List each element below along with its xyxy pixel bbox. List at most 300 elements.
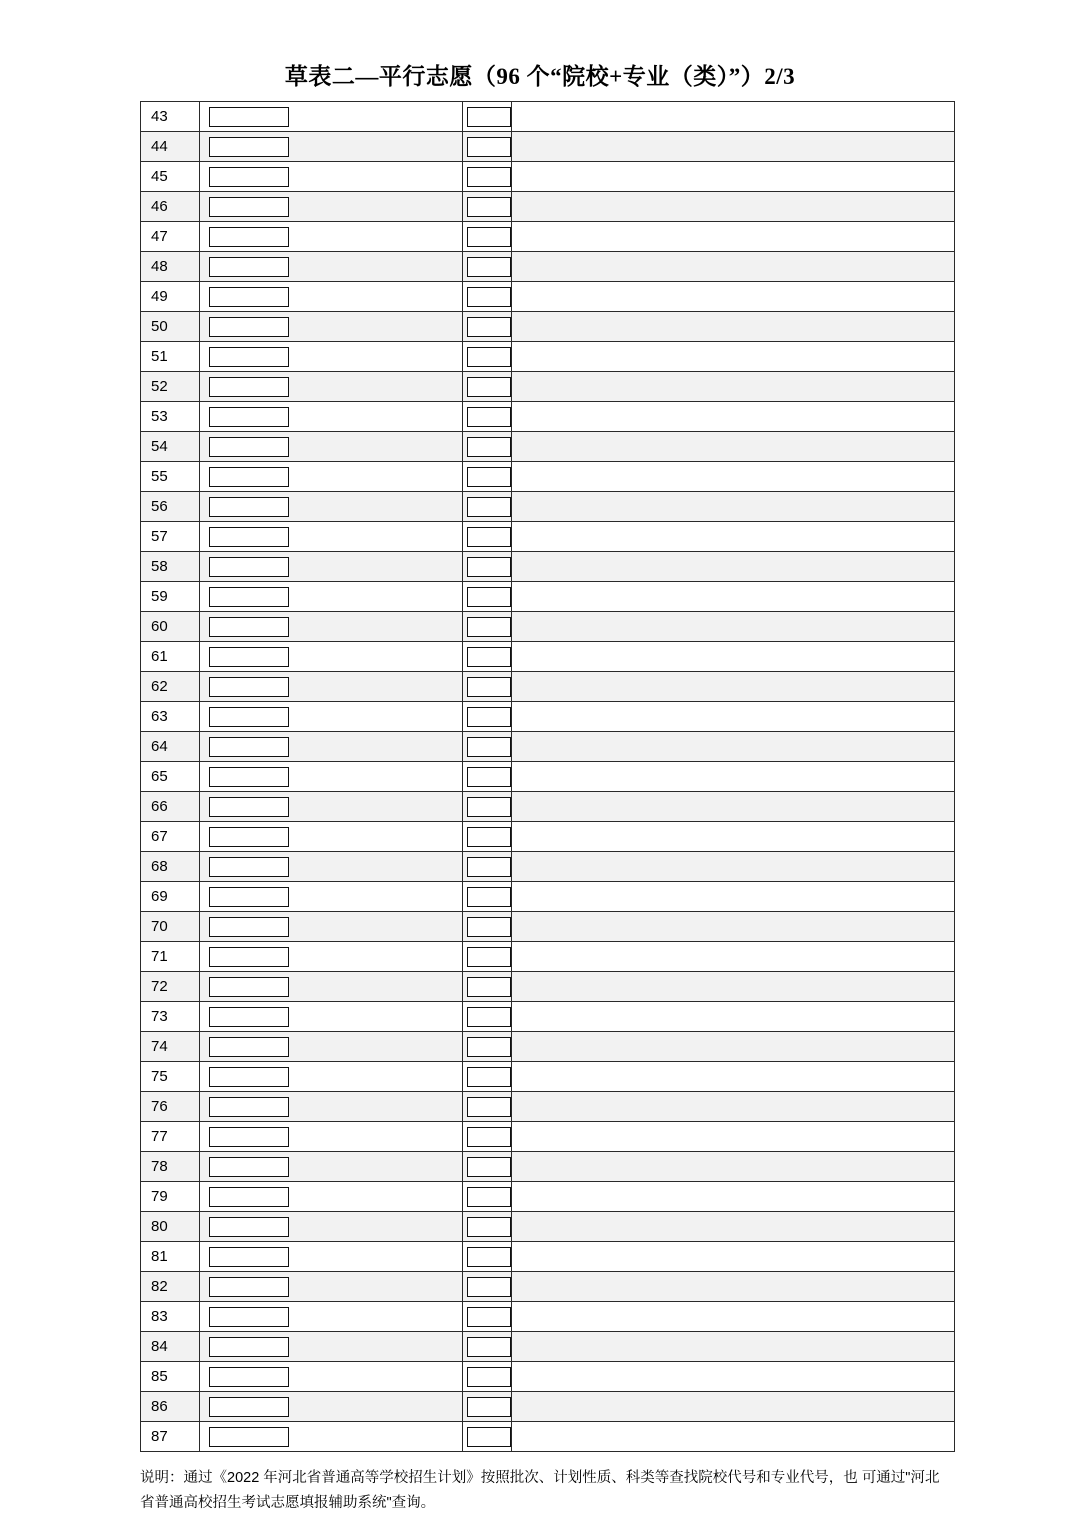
school-code-input[interactable] [209,827,289,847]
major-code-input[interactable] [467,1217,511,1237]
major-code-cell[interactable] [463,762,512,792]
table-row [141,102,955,132]
major-name-cell[interactable] [512,372,955,402]
school-code-cell[interactable] [200,1032,463,1062]
major-code-input[interactable] [467,1157,511,1177]
table-row [141,492,955,522]
school-code-cell[interactable] [200,612,463,642]
major-code-input[interactable] [467,1277,511,1297]
school-code-cell[interactable] [200,702,463,732]
school-code-cell[interactable] [200,492,463,522]
school-code-cell[interactable] [200,102,463,132]
major-code-input[interactable] [467,1187,511,1207]
table-row [141,912,955,942]
table-row [141,702,955,732]
table-row [141,732,955,762]
school-code-cell[interactable] [200,1092,463,1122]
major-code-cell[interactable] [463,852,512,882]
row-number: 54 [141,432,200,462]
major-code-cell[interactable] [463,822,512,852]
school-code-cell[interactable] [200,192,463,222]
table-row [141,1362,955,1392]
school-code-cell[interactable] [200,852,463,882]
row-number: 76 [141,1092,200,1122]
school-code-input[interactable] [209,347,289,367]
table-row [141,192,955,222]
row-number: 53 [141,402,200,432]
major-name-cell[interactable] [512,192,955,222]
school-code-input[interactable] [209,647,289,667]
table-row [141,1212,955,1242]
major-code-input[interactable] [467,287,511,307]
major-code-input[interactable] [467,1307,511,1327]
row-number: 55 [141,462,200,492]
major-code-cell[interactable] [463,552,512,582]
table-row [141,162,955,192]
school-code-input[interactable] [209,737,289,757]
note-line-2: 可通过"河北省普通高校招生考试志愿填报辅助系统"查询。 [140,1470,940,1512]
row-number: 73 [141,1002,200,1032]
major-name-cell[interactable] [512,252,955,282]
major-name-cell[interactable] [512,1362,955,1392]
table-row [141,432,955,462]
major-code-input[interactable] [467,1037,511,1057]
major-code-input[interactable] [467,167,511,187]
school-code-cell[interactable] [200,1272,463,1302]
row-number: 47 [141,222,200,252]
school-code-input[interactable] [209,437,289,457]
school-code-cell[interactable] [200,222,463,252]
table-row [141,822,955,852]
major-code-cell[interactable] [463,1422,512,1452]
row-number: 61 [141,642,200,672]
note-line-1: 说明：通过《2022 年河北省普通高等学校招生计划》按照批次、计划性质、科类等查找院校代号和专业代号，也 [140,1470,858,1486]
major-code-cell[interactable] [463,282,512,312]
school-code-cell[interactable] [200,1392,463,1422]
school-code-cell[interactable] [200,1182,463,1212]
row-number: 44 [141,132,200,162]
school-code-input[interactable] [209,467,289,487]
table-row [141,1092,955,1122]
volunteer-form-table-wrapper [140,101,940,1452]
school-code-input[interactable] [209,1397,289,1417]
table-row [141,882,955,912]
table-row [141,1002,955,1032]
major-name-cell[interactable] [512,432,955,462]
school-code-input[interactable] [209,1307,289,1327]
major-code-input[interactable] [467,257,511,277]
major-code-input[interactable] [467,887,511,907]
major-name-cell[interactable] [512,912,955,942]
school-code-cell[interactable] [200,1242,463,1272]
major-code-input[interactable] [467,677,511,697]
school-code-input[interactable] [209,1127,289,1147]
major-name-cell[interactable] [512,1212,955,1242]
major-name-cell[interactable] [512,792,955,822]
major-code-cell[interactable] [463,1092,512,1122]
major-name-cell[interactable] [512,1392,955,1422]
school-code-cell[interactable] [200,282,463,312]
school-code-cell[interactable] [200,642,463,672]
row-number: 85 [141,1362,200,1392]
school-code-cell[interactable] [200,132,463,162]
school-code-input[interactable] [209,857,289,877]
form-note [140,1466,940,1517]
major-code-cell[interactable] [463,132,512,162]
school-code-input[interactable] [209,1247,289,1267]
major-code-cell[interactable] [463,252,512,282]
major-code-input[interactable] [467,557,511,577]
major-code-input[interactable] [467,1337,511,1357]
major-code-input[interactable] [467,767,511,787]
table-row [141,792,955,822]
table-row [141,972,955,1002]
school-code-cell[interactable] [200,1422,463,1452]
row-number: 62 [141,672,200,702]
major-code-input[interactable] [467,977,511,997]
major-code-input[interactable] [467,107,511,127]
school-code-cell[interactable] [200,732,463,762]
school-code-cell[interactable] [200,462,463,492]
page-title: 草表二—平行志愿（96 个“院校+专业（类）”）2/3 [284,64,796,89]
major-name-cell[interactable] [512,942,955,972]
major-code-cell[interactable] [463,402,512,432]
major-code-input[interactable] [467,1007,511,1027]
major-name-cell[interactable] [512,1002,955,1032]
school-code-input[interactable] [209,317,289,337]
school-code-cell[interactable] [200,432,463,462]
school-code-input[interactable] [209,767,289,787]
school-code-input[interactable] [209,797,289,817]
school-code-cell[interactable] [200,882,463,912]
major-code-cell[interactable] [463,672,512,702]
major-name-cell[interactable] [512,672,955,702]
major-code-cell[interactable] [463,582,512,612]
major-code-input[interactable] [467,617,511,637]
school-code-input[interactable] [209,1367,289,1387]
school-code-cell[interactable] [200,1002,463,1032]
school-code-input[interactable] [209,917,289,937]
major-name-cell[interactable] [512,492,955,522]
table-row [141,462,955,492]
major-code-cell[interactable] [463,912,512,942]
table-row [141,1152,955,1182]
major-name-cell[interactable] [512,1152,955,1182]
major-code-cell[interactable] [463,432,512,462]
school-code-input[interactable] [209,137,289,157]
major-code-cell[interactable] [463,492,512,522]
row-number: 56 [141,492,200,522]
major-name-cell[interactable] [512,762,955,792]
table-row [141,642,955,672]
major-code-cell[interactable] [463,642,512,672]
major-code-cell[interactable] [463,1212,512,1242]
major-code-input[interactable] [467,1397,511,1417]
row-number: 86 [141,1392,200,1422]
major-name-cell[interactable] [512,822,955,852]
major-code-cell[interactable] [463,882,512,912]
school-code-input[interactable] [209,1277,289,1297]
major-code-input[interactable] [467,1067,511,1087]
major-code-cell[interactable] [463,1182,512,1212]
school-code-cell[interactable] [200,1122,463,1152]
school-code-cell[interactable] [200,162,463,192]
major-name-cell[interactable] [512,732,955,762]
school-code-input[interactable] [209,107,289,127]
row-number: 48 [141,252,200,282]
table-row [141,312,955,342]
major-code-cell[interactable] [463,102,512,132]
major-code-cell[interactable] [463,1032,512,1062]
school-code-input[interactable] [209,407,289,427]
school-code-input[interactable] [209,1037,289,1057]
major-code-cell[interactable] [463,702,512,732]
school-code-input[interactable] [209,1427,289,1447]
row-number: 60 [141,612,200,642]
major-code-input[interactable] [467,317,511,337]
major-name-cell[interactable] [512,1092,955,1122]
major-code-input[interactable] [467,1097,511,1117]
major-code-cell[interactable] [463,342,512,372]
major-code-cell[interactable] [463,312,512,342]
school-code-input[interactable] [209,197,289,217]
major-code-cell[interactable] [463,1392,512,1422]
school-code-cell[interactable] [200,1152,463,1182]
major-name-cell[interactable] [512,1182,955,1212]
major-name-cell[interactable] [512,1062,955,1092]
school-code-cell[interactable] [200,822,463,852]
major-name-cell[interactable] [512,1302,955,1332]
school-code-cell[interactable] [200,1332,463,1362]
major-code-input[interactable] [467,527,511,547]
major-name-cell[interactable] [512,222,955,252]
school-code-input[interactable] [209,707,289,727]
major-name-cell[interactable] [512,702,955,732]
school-code-cell[interactable] [200,582,463,612]
table-row [141,342,955,372]
row-number: 57 [141,522,200,552]
major-code-input[interactable] [467,497,511,517]
school-code-cell[interactable] [200,372,463,402]
table-row [141,1302,955,1332]
major-code-cell[interactable] [463,942,512,972]
school-code-cell[interactable] [200,792,463,822]
row-number: 67 [141,822,200,852]
major-code-input[interactable] [467,857,511,877]
school-code-input[interactable] [209,167,289,187]
school-code-cell[interactable] [200,552,463,582]
major-code-input[interactable] [467,1127,511,1147]
major-code-input[interactable] [467,827,511,847]
major-name-cell[interactable] [512,132,955,162]
major-name-cell[interactable] [512,1422,955,1452]
table-row [141,282,955,312]
table-row [141,1392,955,1422]
school-code-input[interactable] [209,257,289,277]
table-row [141,1062,955,1092]
major-name-cell[interactable] [512,1122,955,1152]
school-code-input[interactable] [209,587,289,607]
school-code-input[interactable] [209,677,289,697]
table-row [141,1182,955,1212]
major-name-cell[interactable] [512,1032,955,1062]
major-name-cell[interactable] [512,522,955,552]
table-row [141,852,955,882]
major-code-cell[interactable] [463,162,512,192]
major-code-cell[interactable] [463,1272,512,1302]
major-code-input[interactable] [467,1247,511,1267]
school-code-cell[interactable] [200,942,463,972]
major-name-cell[interactable] [512,1332,955,1362]
school-code-input[interactable] [209,1217,289,1237]
row-number: 66 [141,792,200,822]
row-number: 87 [141,1422,200,1452]
major-name-cell[interactable] [512,852,955,882]
school-code-cell[interactable] [200,762,463,792]
table-row [141,1422,955,1452]
row-number: 43 [141,102,200,132]
school-code-cell[interactable] [200,972,463,1002]
major-code-input[interactable] [467,647,511,667]
school-code-input[interactable] [209,1157,289,1177]
major-code-input[interactable] [467,737,511,757]
school-code-cell[interactable] [200,1302,463,1332]
major-name-cell[interactable] [512,612,955,642]
school-code-input[interactable] [209,1337,289,1357]
school-code-input[interactable] [209,947,289,967]
major-code-input[interactable] [467,347,511,367]
major-code-input[interactable] [467,917,511,937]
school-code-cell[interactable] [200,402,463,432]
school-code-cell[interactable] [200,342,463,372]
table-row [141,942,955,972]
major-code-input[interactable] [467,707,511,727]
table-row [141,252,955,282]
major-name-cell[interactable] [512,642,955,672]
major-code-input[interactable] [467,1427,511,1447]
major-code-cell[interactable] [463,192,512,222]
major-code-cell[interactable] [463,1332,512,1362]
major-code-cell[interactable] [463,222,512,252]
major-code-input[interactable] [467,587,511,607]
major-code-cell[interactable] [463,1362,512,1392]
school-code-cell[interactable] [200,1362,463,1392]
major-name-cell[interactable] [512,312,955,342]
school-code-input[interactable] [209,1007,289,1027]
major-code-cell[interactable] [463,972,512,1002]
school-code-input[interactable] [209,377,289,397]
row-number: 74 [141,1032,200,1062]
major-code-input[interactable] [467,437,511,457]
major-name-cell[interactable] [512,402,955,432]
major-code-input[interactable] [467,797,511,817]
school-code-cell[interactable] [200,1212,463,1242]
major-code-input[interactable] [467,197,511,217]
major-code-cell[interactable] [463,1062,512,1092]
row-number: 72 [141,972,200,1002]
row-number: 77 [141,1122,200,1152]
school-code-input[interactable] [209,977,289,997]
major-code-cell[interactable] [463,462,512,492]
major-code-cell[interactable] [463,372,512,402]
major-name-cell[interactable] [512,1242,955,1272]
school-code-cell[interactable] [200,252,463,282]
table-row [141,522,955,552]
school-code-cell[interactable] [200,1062,463,1092]
major-name-cell[interactable] [512,882,955,912]
row-number: 83 [141,1302,200,1332]
major-code-cell[interactable] [463,1302,512,1332]
row-number: 49 [141,282,200,312]
major-name-cell[interactable] [512,102,955,132]
major-code-cell[interactable] [463,1242,512,1272]
major-name-cell[interactable] [512,162,955,192]
major-name-cell[interactable] [512,342,955,372]
major-code-input[interactable] [467,137,511,157]
major-code-input[interactable] [467,227,511,247]
major-code-cell[interactable] [463,612,512,642]
major-code-cell[interactable] [463,522,512,552]
major-code-cell[interactable] [463,1122,512,1152]
school-code-input[interactable] [209,1067,289,1087]
school-code-input[interactable] [209,557,289,577]
table-row [141,222,955,252]
school-code-input[interactable] [209,1097,289,1117]
school-code-cell[interactable] [200,672,463,702]
school-code-cell[interactable] [200,312,463,342]
school-code-cell[interactable] [200,522,463,552]
major-name-cell[interactable] [512,552,955,582]
school-code-input[interactable] [209,287,289,307]
row-number: 63 [141,702,200,732]
major-code-cell[interactable] [463,732,512,762]
major-name-cell[interactable] [512,1272,955,1302]
table-row [141,1272,955,1302]
table-row [141,582,955,612]
major-name-cell[interactable] [512,582,955,612]
major-code-cell[interactable] [463,1002,512,1032]
major-name-cell[interactable] [512,972,955,1002]
major-code-input[interactable] [467,377,511,397]
table-row [141,1242,955,1272]
row-number: 75 [141,1062,200,1092]
row-number: 81 [141,1242,200,1272]
row-number: 69 [141,882,200,912]
school-code-input[interactable] [209,527,289,547]
school-code-input[interactable] [209,887,289,907]
row-number: 71 [141,942,200,972]
major-code-input[interactable] [467,947,511,967]
table-row [141,402,955,432]
major-code-input[interactable] [467,1367,511,1387]
major-code-cell[interactable] [463,792,512,822]
school-code-cell[interactable] [200,912,463,942]
school-code-input[interactable] [209,1187,289,1207]
major-code-cell[interactable] [463,1152,512,1182]
major-name-cell[interactable] [512,462,955,492]
major-code-input[interactable] [467,407,511,427]
table-row [141,612,955,642]
table-row [141,132,955,162]
major-name-cell[interactable] [512,282,955,312]
school-code-input[interactable] [209,227,289,247]
school-code-input[interactable] [209,497,289,517]
row-number: 50 [141,312,200,342]
major-code-input[interactable] [467,467,511,487]
table-row [141,1032,955,1062]
table-row [141,1122,955,1152]
school-code-input[interactable] [209,617,289,637]
